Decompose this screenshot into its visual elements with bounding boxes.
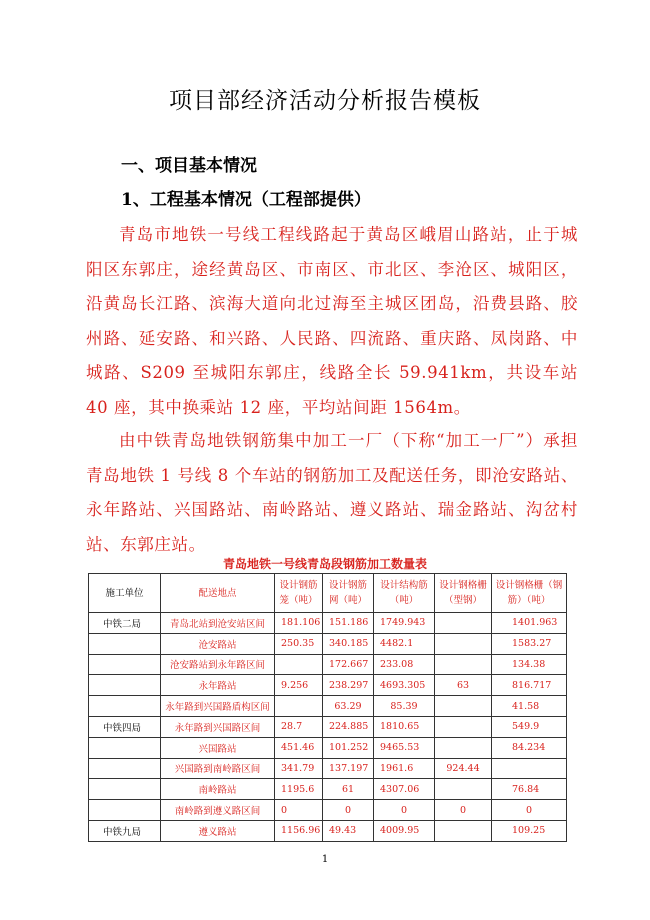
table-caption: 青岛地铁一号线青岛段钢筋加工数量表 [222, 557, 427, 571]
cell-unit: 中铁四局 [89, 716, 161, 737]
cell-mesh: 151.186 [323, 613, 374, 634]
table-header-row [89, 574, 567, 613]
cell-cage: 0 [275, 800, 323, 821]
table-row [89, 613, 567, 634]
table-row [89, 779, 567, 800]
table-row [89, 654, 567, 675]
cell-mesh: 63.29 [323, 696, 374, 717]
cell-unit [89, 675, 161, 696]
cell-cage: 341.79 [275, 758, 323, 779]
cell-grid-steel [435, 779, 492, 800]
cell-location: 沧安路站 [161, 633, 275, 654]
header-mesh: 设计钢筋网（吨） [323, 574, 374, 613]
cell-grid-rebar [492, 758, 567, 779]
cell-grid-rebar: 76.84 [492, 779, 567, 800]
cell-structural: 4307.06 [374, 779, 435, 800]
header-grid-rebar: 设计钢格栅（钢筋）（吨） [492, 574, 567, 613]
rebar-quantity-table [88, 573, 567, 842]
table-row [89, 696, 567, 717]
cell-structural: 1961.6 [374, 758, 435, 779]
cell-grid-steel [435, 654, 492, 675]
subsection-heading: 1、工程基本情况（工程部提供） [121, 190, 371, 210]
cell-grid-rebar: 0 [492, 800, 567, 821]
cell-grid-rebar: 41.58 [492, 696, 567, 717]
cell-cage: 1156.96 [275, 820, 323, 841]
cell-mesh: 238.297 [323, 675, 374, 696]
cell-cage: 250.35 [275, 633, 323, 654]
cell-unit [89, 633, 161, 654]
cell-cage [275, 696, 323, 717]
cell-mesh: 61 [323, 779, 374, 800]
cell-grid-rebar: 1401.963 [492, 613, 567, 634]
cell-structural: 9465.53 [374, 737, 435, 758]
cell-unit [89, 696, 161, 717]
cell-grid-rebar: 134.38 [492, 654, 567, 675]
cell-grid-rebar: 84.234 [492, 737, 567, 758]
cell-mesh: 101.252 [323, 737, 374, 758]
cell-location: 沧安路站到永年路区间 [161, 654, 275, 675]
cell-grid-steel: 924.44 [435, 758, 492, 779]
section-heading: 一、项目基本情况 [121, 156, 257, 176]
header-cage: 设计钢筋笼（吨） [275, 574, 323, 613]
table-row [89, 820, 567, 841]
processing-plant-paragraph: 由中铁青岛地铁钢筋集中加工一厂（下称“加工一厂”）承担青岛地铁 1 号线 8 个车站的钢筋加工及配送任务，即沧安路站、永年路站、兴国路站、南岭路站、遵义路站、瑞金路站、沟岔村站、东郭庄站。 [86, 431, 578, 554]
cell-cage: 451.46 [275, 737, 323, 758]
cell-unit [89, 737, 161, 758]
cell-mesh: 172.667 [323, 654, 374, 675]
cell-structural: 1810.65 [374, 716, 435, 737]
cell-cage: 28.7 [275, 716, 323, 737]
cell-location: 兴国路站 [161, 737, 275, 758]
cell-unit [89, 758, 161, 779]
cell-grid-steel: 63 [435, 675, 492, 696]
cell-grid-steel [435, 633, 492, 654]
cell-location: 永年路站 [161, 675, 275, 696]
header-structural: 设计结构筋（吨） [374, 574, 435, 613]
cell-mesh: 224.885 [323, 716, 374, 737]
cell-grid-steel: 0 [435, 800, 492, 821]
cell-grid-steel [435, 737, 492, 758]
cell-grid-rebar: 1583.27 [492, 633, 567, 654]
cell-unit: 中铁二局 [89, 613, 161, 634]
header-location: 配送地点 [161, 574, 275, 613]
cell-cage: 9.256 [275, 675, 323, 696]
table-row [89, 716, 567, 737]
cell-unit [89, 800, 161, 821]
header-grid-steel: 设计钢格栅（型钢） [435, 574, 492, 613]
cell-mesh: 49.43 [323, 820, 374, 841]
cell-structural: 233.08 [374, 654, 435, 675]
cell-location: 永年路到兴国路区间 [161, 716, 275, 737]
cell-grid-rebar: 109.25 [492, 820, 567, 841]
cell-unit [89, 779, 161, 800]
project-overview-paragraph: 青岛市地铁一号线工程线路起于黄岛区峨眉山路站，止于城阳区东郭庄，途经黄岛区、市南区、市北区、李沧区、城阳区，沿黄岛长江路、滨海大道向北过海至主城区团岛，沿费县路、胶州路、延安路、和兴路、人民路、四流路、重庆路、凤岗路、中城路、S209 至城阳东郭庄，线路全长 59.941km，共设车站 40 座，其中换乘站 12 座，平均站间距 1564m。 [86, 225, 578, 417]
cell-grid-steel [435, 613, 492, 634]
cell-structural: 4009.95 [374, 820, 435, 841]
cell-cage [275, 654, 323, 675]
cell-location: 南岭路到遵义路区间 [161, 800, 275, 821]
cell-grid-steel [435, 820, 492, 841]
cell-structural: 85.39 [374, 696, 435, 717]
cell-mesh: 137.197 [323, 758, 374, 779]
table-row [89, 737, 567, 758]
cell-structural: 4693.305 [374, 675, 435, 696]
cell-location: 兴国路到南岭路区间 [161, 758, 275, 779]
cell-mesh: 340.185 [323, 633, 374, 654]
cell-structural: 0 [374, 800, 435, 821]
cell-grid-steel [435, 696, 492, 717]
table-row [89, 675, 567, 696]
cell-location: 南岭路站 [161, 779, 275, 800]
cell-unit: 中铁九局 [89, 820, 161, 841]
cell-cage: 181.106 [275, 613, 323, 634]
cell-mesh: 0 [323, 800, 374, 821]
cell-grid-steel [435, 716, 492, 737]
cell-unit [89, 654, 161, 675]
cell-grid-rebar: 549.9 [492, 716, 567, 737]
table-row [89, 800, 567, 821]
cell-location: 遵义路站 [161, 820, 275, 841]
cell-location: 青岛北站到沧安站区间 [161, 613, 275, 634]
cell-structural: 4482.1 [374, 633, 435, 654]
cell-structural: 1749.943 [374, 613, 435, 634]
cell-grid-rebar: 816.717 [492, 675, 567, 696]
cell-cage: 1195.6 [275, 779, 323, 800]
header-unit: 施工单位 [89, 574, 161, 613]
table-row [89, 758, 567, 779]
document-title: 项目部经济活动分析报告模板 [169, 88, 481, 114]
page-number: 1 [321, 854, 329, 865]
cell-location: 永年路到兴国路盾构区间 [161, 696, 275, 717]
table-row [89, 633, 567, 654]
